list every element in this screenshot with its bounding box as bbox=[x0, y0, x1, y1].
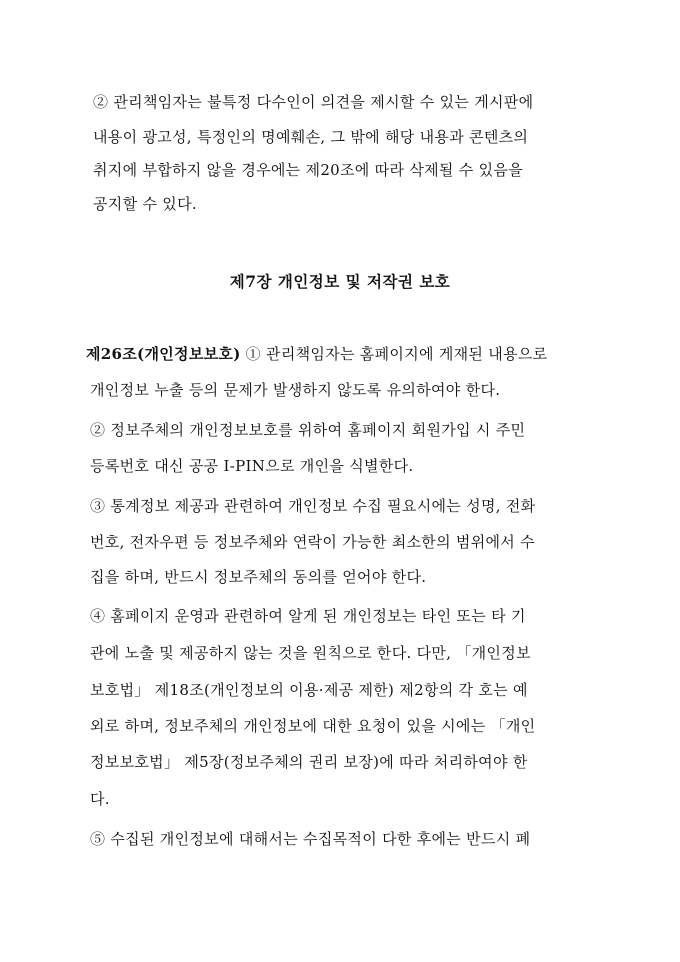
article-title: 제26조(개인정보보호) bbox=[86, 345, 241, 363]
paragraph-line: ② 정보주체의 개인정보보호를 위하여 홈페이지 회원가입 시 주민 bbox=[90, 421, 526, 439]
paragraph-line: ④ 홈페이지 운영과 관련하여 알게 된 개인정보는 타인 또는 타 기 bbox=[90, 607, 526, 625]
paragraph-line: 공지할 수 있다. bbox=[93, 195, 197, 213]
paragraph-line: 관에 노출 및 제공하지 않는 것을 원칙으로 한다. 다만, 「개인정보 bbox=[90, 644, 531, 662]
chapter-heading: 제7장 개인정보 및 저작권 보호 bbox=[229, 272, 451, 291]
article-first-line-text: ① 관리책임자는 홈페이지에 게재된 내용으로 bbox=[240, 345, 548, 363]
paragraph-line: ② 관리책임자는 불특정 다수인이 의견을 제시할 수 있는 게시판에 bbox=[93, 93, 534, 111]
article-first-line bbox=[86, 344, 547, 364]
paragraph-line: 번호, 전자우편 등 정보주체와 연락이 가능한 최소한의 범위에서 수 bbox=[90, 533, 535, 551]
paragraph-line: 다. bbox=[90, 790, 110, 808]
paragraph-line: 개인정보 누출 등의 문제가 발생하지 않도록 유의하여야 한다. bbox=[90, 381, 501, 399]
paragraph-line: 등록번호 대신 공공 I-PIN으로 개인을 식별한다. bbox=[90, 457, 414, 475]
paragraph-line: ③ 통계정보 제공과 관련하여 개인정보 수집 필요시에는 성명, 전화 bbox=[90, 497, 536, 515]
paragraph-line: 취지에 부합하지 않을 경우에는 제20조에 따라 삭제될 수 있음을 bbox=[93, 161, 523, 179]
paragraph-line: ⑤ 수집된 개인정보에 대해서는 수집목적이 다한 후에는 반드시 폐 bbox=[90, 830, 531, 848]
paragraph-line: 정보보호법」 제5장(정보주체의 권리 보장)에 따라 처리하여야 한 bbox=[90, 753, 528, 771]
paragraph-line: 집을 하며, 반드시 정보주체의 동의를 얻어야 한다. bbox=[90, 568, 427, 586]
paragraph-line: 내용이 광고성, 특정인의 명예훼손, 그 밖에 해당 내용과 콘텐츠의 bbox=[93, 128, 529, 146]
paragraph-line: 보호법」 제18조(개인정보의 이용·제공 제한) 제2항의 각 호는 예 bbox=[90, 681, 528, 699]
paragraph-line: 외로 하며, 정보주체의 개인정보에 대한 요청이 있을 시에는 「개인 bbox=[90, 717, 536, 735]
